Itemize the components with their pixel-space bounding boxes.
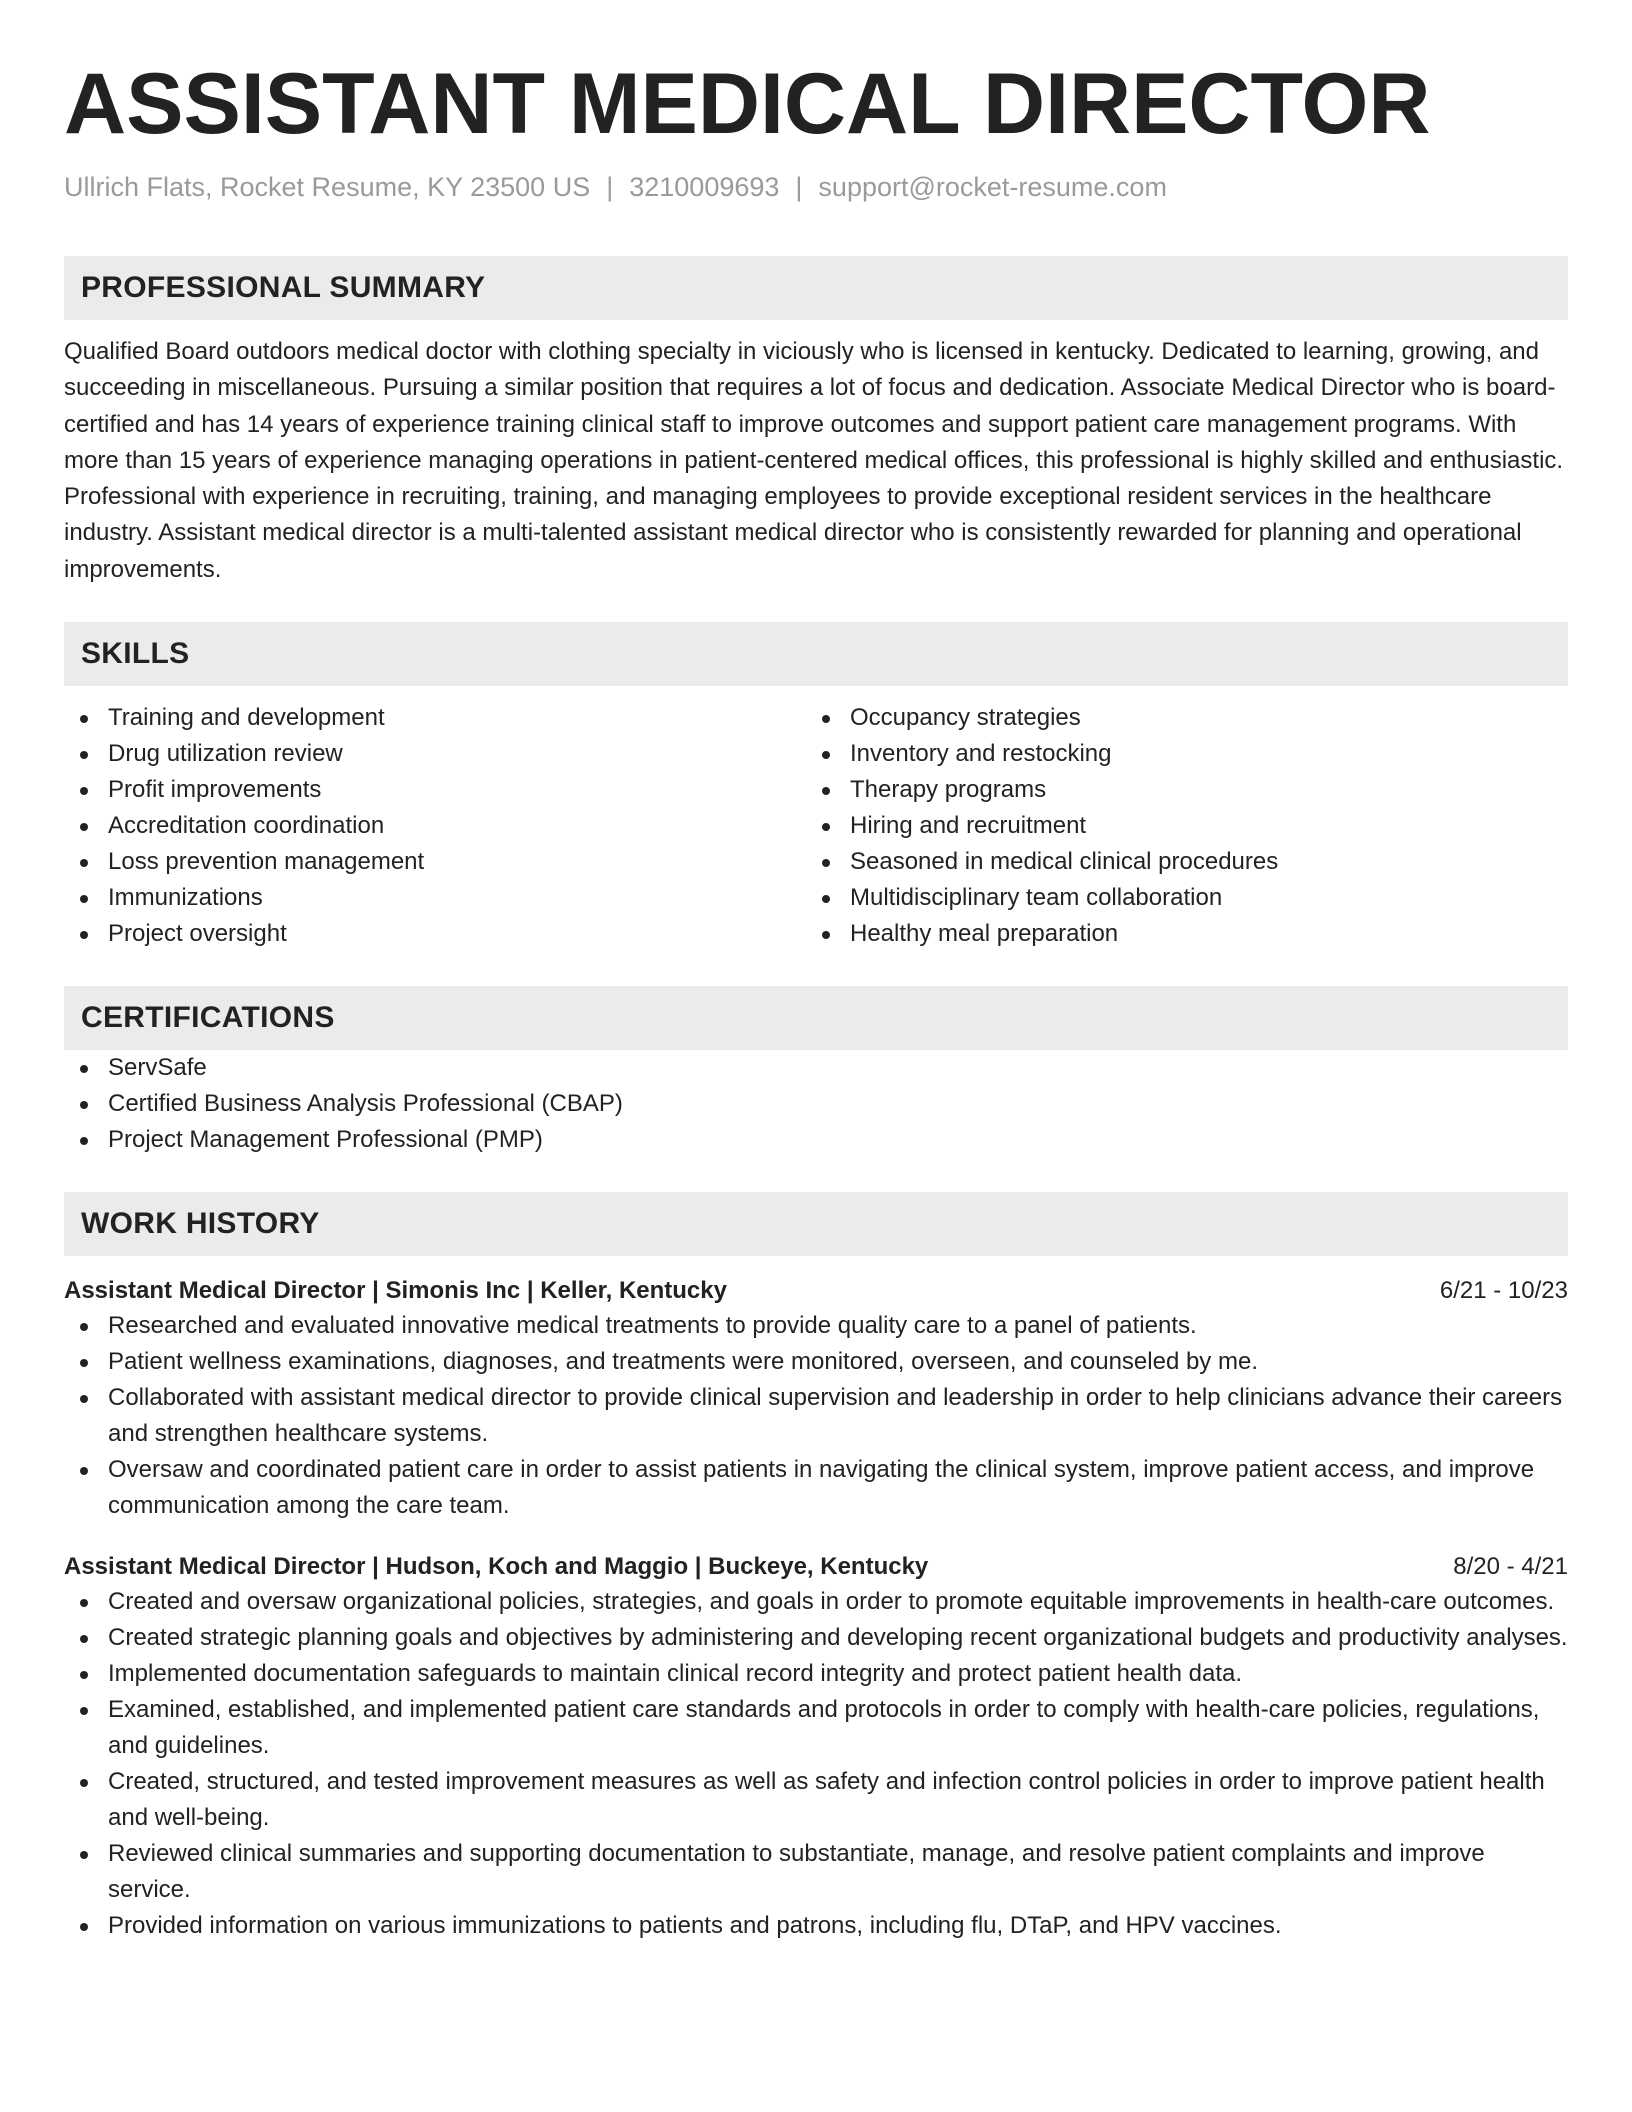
skill-item: Occupancy strategies	[806, 700, 1548, 736]
skill-item: Healthy meal preparation	[806, 916, 1548, 952]
job-header	[64, 1274, 1568, 1308]
job-bullet: Created and oversaw organizational policies, strategies, and goals in order to promote equitable improvements in health-care outcomes.	[64, 1584, 1568, 1620]
skill-item: Hiring and recruitment	[806, 808, 1548, 844]
job-bullet: Collaborated with assistant medical director to provide clinical supervision and leadership in order to help clinicians advance their careers and strengthen healthcare systems.	[64, 1380, 1568, 1452]
section-header-summary: PROFESSIONAL SUMMARY	[64, 256, 1568, 320]
section-header-work-history: WORK HISTORY	[64, 1192, 1568, 1256]
job-bullet: Researched and evaluated innovative medical treatments to provide quality care to a panel of patients.	[64, 1308, 1568, 1344]
job-entry	[64, 1274, 1568, 1524]
skill-item: Seasoned in medical clinical procedures	[806, 844, 1548, 880]
skill-item: Inventory and restocking	[806, 736, 1548, 772]
skills-list-right	[806, 700, 1548, 952]
certification-item: ServSafe	[64, 1050, 1568, 1086]
job-bullet: Implemented documentation safeguards to maintain clinical record integrity and protect patient health data.	[64, 1656, 1568, 1692]
skills-column-left	[64, 700, 806, 952]
section-header-certifications: CERTIFICATIONS	[64, 986, 1568, 1050]
contact-line	[64, 170, 1568, 204]
skill-item: Multidisciplinary team collaboration	[806, 880, 1548, 916]
skill-item: Loss prevention management	[64, 844, 806, 880]
skill-item: Profit improvements	[64, 772, 806, 808]
job-bullet-list	[64, 1584, 1568, 1944]
job-bullet: Patient wellness examinations, diagnoses, and treatments were monitored, overseen, and counseled by me.	[64, 1344, 1568, 1380]
job-title: Assistant Medical Director | Simonis Inc | Keller, Kentucky	[64, 1277, 727, 1305]
job-header	[64, 1550, 1568, 1584]
contact-email: support@rocket-resume.com	[818, 172, 1167, 202]
resume-title: ASSISTANT MEDICAL DIRECTOR	[64, 56, 1431, 152]
job-bullet: Examined, established, and implemented patient care standards and protocols in order to comply with health-care policies, regulations, and guidelines.	[64, 1692, 1568, 1764]
skill-item: Drug utilization review	[64, 736, 806, 772]
skill-item: Immunizations	[64, 880, 806, 916]
skill-item: Therapy programs	[806, 772, 1548, 808]
contact-phone: 3210009693	[629, 172, 780, 202]
skill-item: Accreditation coordination	[64, 808, 806, 844]
job-bullet: Provided information on various immunizations to patients and patrons, including flu, DTaP, and HPV vaccines.	[64, 1908, 1568, 1944]
certification-item: Certified Business Analysis Professional (CBAP)	[64, 1086, 1568, 1122]
skills-grid	[64, 700, 1568, 952]
skills-list-left	[64, 700, 806, 952]
contact-separator: |	[606, 172, 614, 202]
job-dates: 6/21 - 10/23	[1439, 1277, 1568, 1305]
job-entry	[64, 1550, 1568, 1944]
job-bullet-list	[64, 1308, 1568, 1524]
job-title: Assistant Medical Director | Hudson, Koch and Maggio | Buckeye, Kentucky	[64, 1553, 929, 1581]
job-bullet: Created strategic planning goals and objectives by administering and developing recent organizational budgets and productivity analyses.	[64, 1620, 1568, 1656]
skill-item: Project oversight	[64, 916, 806, 952]
certifications-list	[64, 1050, 1568, 1158]
skills-column-right	[806, 700, 1548, 952]
certification-item: Project Management Professional (PMP)	[64, 1122, 1568, 1158]
summary-text: Qualified Board outdoors medical doctor with clothing specialty in viciously who is licensed in kentucky. Dedicated to learning, growing, and succeeding in miscellaneous. Pursuing a similar position that requires a lot of focus and dedication. Associate Medical Director who is board-certified and has 14 years of experience training clinical staff to improve outcomes and support patient care management programs. With more than 15 years of experience managing operations in patient-centered medical offices, this professional is highly skilled and enthusiastic. Professional with experience in recruiting, training, and managing employees to provide exceptional resident services in the healthcare industry. Assistant medical director is a multi-talented assistant medical director who is consistently rewarded for planning and operational improvements.	[64, 338, 1564, 583]
job-bullet: Oversaw and coordinated patient care in order to assist patients in navigating the clinical system, improve patient access, and improve communication among the care team.	[64, 1452, 1568, 1524]
section-header-skills: SKILLS	[64, 622, 1568, 686]
job-bullet: Created, structured, and tested improvement measures as well as safety and infection control policies in order to improve patient health and well-being.	[64, 1764, 1568, 1836]
contact-address: Ullrich Flats, Rocket Resume, KY 23500 US	[64, 172, 591, 202]
skill-item: Training and development	[64, 700, 806, 736]
job-dates: 8/20 - 4/21	[1453, 1553, 1568, 1581]
job-bullet: Reviewed clinical summaries and supporting documentation to substantiate, manage, and resolve patient complaints and improve service.	[64, 1836, 1568, 1908]
contact-separator: |	[795, 172, 803, 202]
